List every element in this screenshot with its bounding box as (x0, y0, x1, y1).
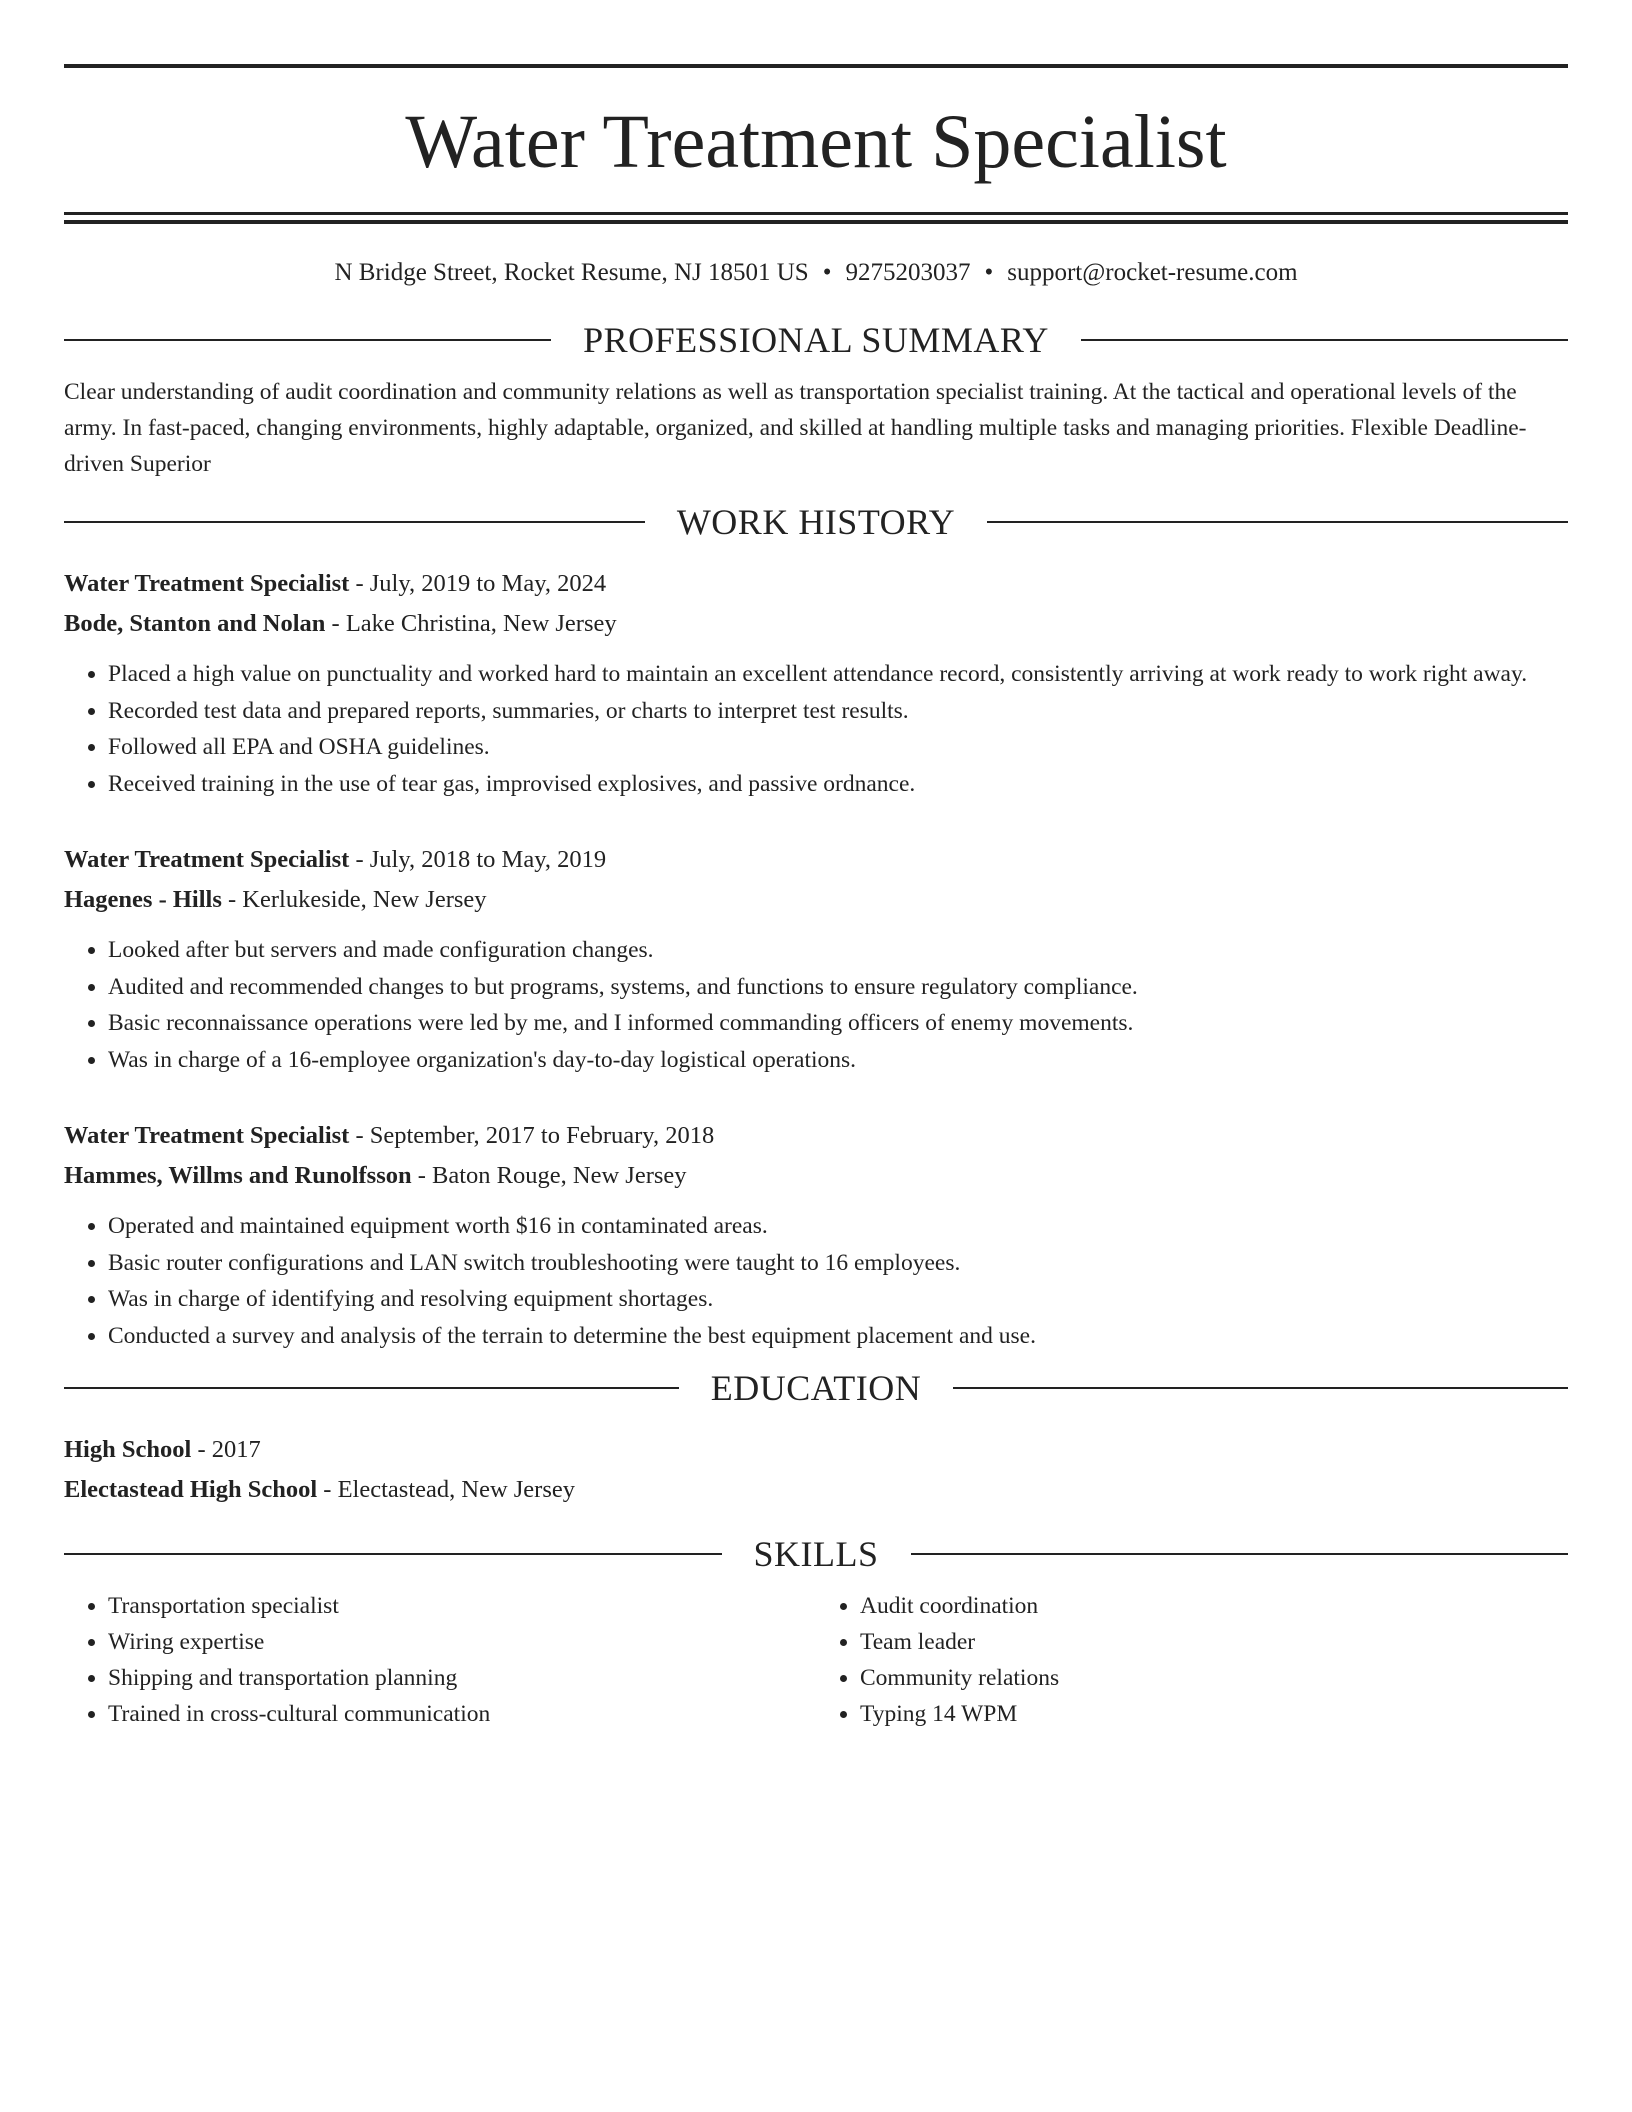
education-school: Electastead High School (64, 1476, 318, 1503)
education-degree: High School (64, 1436, 192, 1463)
job-bullets (64, 1208, 1568, 1354)
education-heading-label: EDUCATION (710, 1368, 922, 1408)
job-location: - Kerlukeside, New Jersey (221, 886, 487, 913)
skill-item: • Shipping and transportation planning (108, 1660, 816, 1696)
job-dates: - July, 2018 to May, 2019 (349, 846, 607, 873)
skill-item: • Wiring expertise (108, 1624, 816, 1660)
heading-rule-left (64, 521, 645, 523)
job-title: Water Treatment Specialist (64, 570, 350, 597)
skill-item: • Trained in cross-cultural communication (108, 1696, 816, 1732)
job-company: Hagenes - Hills (64, 886, 222, 913)
heading-rule-left (64, 339, 551, 341)
job-company-line (64, 1156, 1568, 1196)
skills-section-heading (64, 1534, 1568, 1574)
job-bullet: • Followed all EPA and OSHA guidelines. (108, 729, 1568, 766)
job-dates: - July, 2019 to May, 2024 (349, 570, 607, 597)
heading-rule-left (64, 1553, 722, 1555)
job-location: - Baton Rouge, New Jersey (411, 1162, 687, 1189)
job-entry (64, 840, 1568, 1078)
contact-address: N Bridge Street, Rocket Resume, NJ 18501 US (334, 259, 809, 286)
education-entry (64, 1430, 1568, 1510)
summary-heading-label: PROFESSIONAL SUMMARY (583, 320, 1049, 360)
heading-rule-right (953, 1387, 1568, 1389)
job-title: Water Treatment Specialist (64, 846, 350, 873)
education-section-heading (64, 1368, 1568, 1408)
heading-rule-right (1081, 339, 1568, 341)
job-bullet: • Was in charge of identifying and resolving equipment shortages. (108, 1281, 1568, 1318)
education-year: - 2017 (191, 1436, 261, 1463)
summary-section-heading (64, 320, 1568, 360)
contact-line (64, 258, 1568, 288)
job-title-line (64, 840, 1568, 880)
job-bullet: • Basic reconnaissance operations were led by me, and I informed commanding officers of enemy movements. (108, 1005, 1568, 1042)
job-location: - Lake Christina, New Jersey (325, 610, 617, 637)
job-bullets (64, 656, 1568, 802)
job-title-line (64, 564, 1568, 604)
top-rule (64, 64, 1568, 68)
heading-rule-right (911, 1553, 1569, 1555)
skills-list (64, 1588, 1568, 1732)
job-dates: - September, 2017 to February, 2018 (349, 1122, 715, 1149)
skill-item: • Audit coordination (860, 1588, 1568, 1624)
contact-email: support@rocket-resume.com (1007, 259, 1298, 286)
work-heading-label: WORK HISTORY (676, 502, 956, 542)
contact-separator: • (984, 259, 994, 286)
job-title: Water Treatment Specialist (64, 1122, 350, 1149)
job-bullet: • Conducted a survey and analysis of the terrain to determine the best equipment placement and use. (108, 1318, 1568, 1355)
job-bullet: • Audited and recommended changes to but programs, systems, and functions to ensure regulatory compliance. (108, 969, 1568, 1006)
job-title-line (64, 1116, 1568, 1156)
job-bullet: • Received training in the use of tear gas, improvised explosives, and passive ordnance. (108, 766, 1568, 803)
summary-text: Clear understanding of audit coordination and community relations as well as transportation specialist training. At the tactical and operational levels of the army. In fast-paced, changing environments, highly adaptable, organized, and skilled at handling multiple tasks and managing priorities. Flexible Deadline-driven Superior (64, 379, 1527, 477)
job-bullet: • Recorded test data and prepared reports, summaries, or charts to interpret test results. (108, 693, 1568, 730)
resume-page (64, 64, 1568, 1732)
education-school-line (64, 1470, 1568, 1510)
job-company: Bode, Stanton and Nolan (64, 610, 326, 637)
job-bullet: • Looked after but servers and made configuration changes. (108, 932, 1568, 969)
heading-rule-right (987, 521, 1568, 523)
job-bullet: • Placed a high value on punctuality and worked hard to maintain an excellent attendance record, consistently arriving at work ready to work right away. (108, 656, 1568, 693)
skill-item: • Typing 14 WPM (860, 1696, 1568, 1732)
job-company: Hammes, Willms and Runolfsson (64, 1162, 412, 1189)
contact-phone: 9275203037 (845, 259, 971, 286)
skill-item: • Transportation specialist (108, 1588, 816, 1624)
job-bullets (64, 932, 1568, 1078)
contact-separator: • (822, 259, 832, 286)
job-company-line (64, 880, 1568, 920)
job-bullet: • Basic router configurations and LAN switch troubleshooting were taught to 16 employees. (108, 1245, 1568, 1282)
job-entry (64, 564, 1568, 802)
skills-column-right (816, 1588, 1568, 1732)
title-double-rule (64, 212, 1568, 224)
skill-item: • Team leader (860, 1624, 1568, 1660)
education-degree-line (64, 1430, 1568, 1470)
work-section-heading (64, 502, 1568, 542)
job-entry (64, 1116, 1568, 1354)
heading-rule-left (64, 1387, 679, 1389)
job-bullet: • Operated and maintained equipment worth $16 in contaminated areas. (108, 1208, 1568, 1245)
skills-heading-label: SKILLS (753, 1534, 879, 1574)
resume-title: Water Treatment Specialist (405, 100, 1227, 184)
skills-column-left (64, 1588, 816, 1732)
education-location: - Electastead, New Jersey (317, 1476, 575, 1503)
job-bullet: • Was in charge of a 16-employee organization's day-to-day logistical operations. (108, 1042, 1568, 1079)
skill-item: • Community relations (860, 1660, 1568, 1696)
job-company-line (64, 604, 1568, 644)
